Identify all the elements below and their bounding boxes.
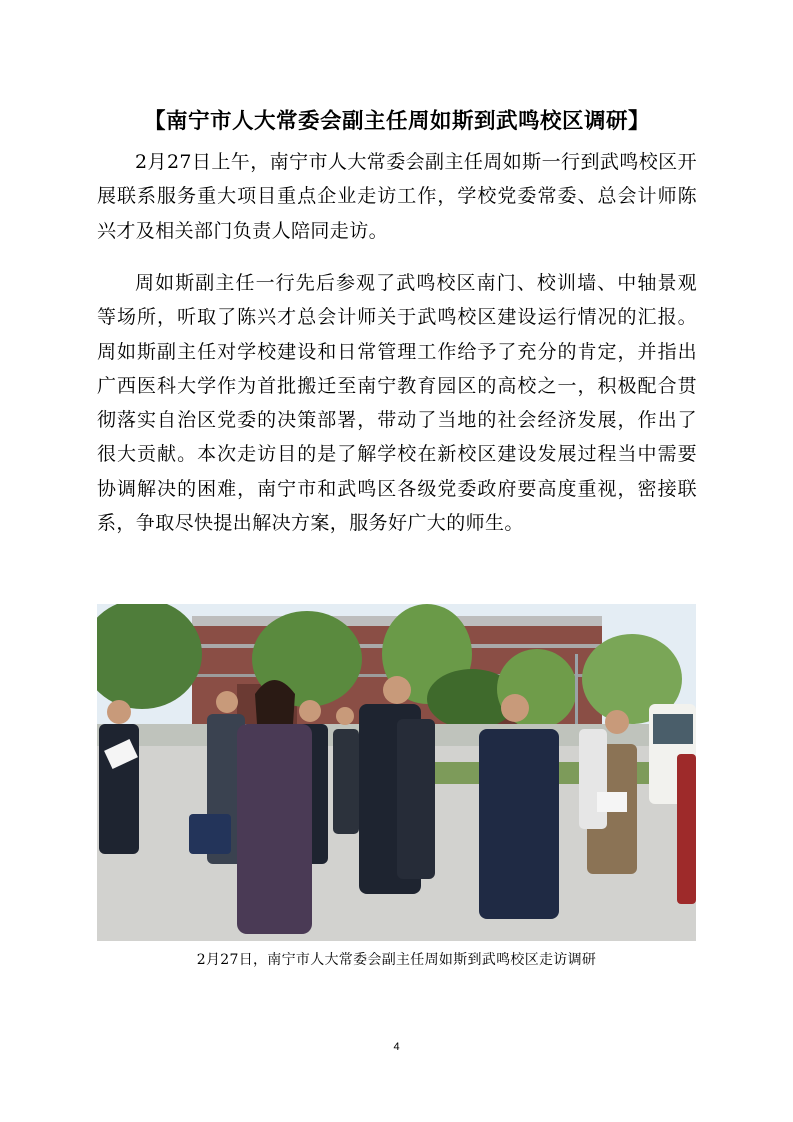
paragraph-2: 周如斯副主任一行先后参观了武鸣校区南门、校训墙、中轴景观等场所，听取了陈兴才总会计师关于武鸣校区建设运行情况的汇报。周如斯副主任对学校建设和日常管理工作给予了充分的肯定，并指出广西医科大学作为首批搬迁至南宁教育园区的高校之一，积极配合贯彻落实自治区党委的决策部署，带动了当地的社会经济发展，作出了很大贡献。本次走访目的是了解学校在新校区建设发展过程当中需要协调解决的困难，南宁市和武鸣区各级党委政府要高度重视，密接联系，争取尽快提出解决方案，服务好广大的师生。 [97, 272, 697, 535]
document-title: 【南宁市人大常委会副主任周如斯到武鸣校区调研】 [143, 109, 650, 134]
paragraph-1: 2月27日上午，南宁市人大常委会副主任周如斯一行到武鸣校区开展联系服务重大项目重点企业走访工作，学校党委常委、总会计师陈兴才及相关部门负责人陪同走访。 [97, 151, 697, 242]
photo-caption: 2月27日，南宁市人大常委会副主任周如斯到武鸣校区走访调研 [196, 952, 597, 968]
page-number: 4 [393, 1041, 400, 1053]
event-photo [97, 604, 696, 941]
